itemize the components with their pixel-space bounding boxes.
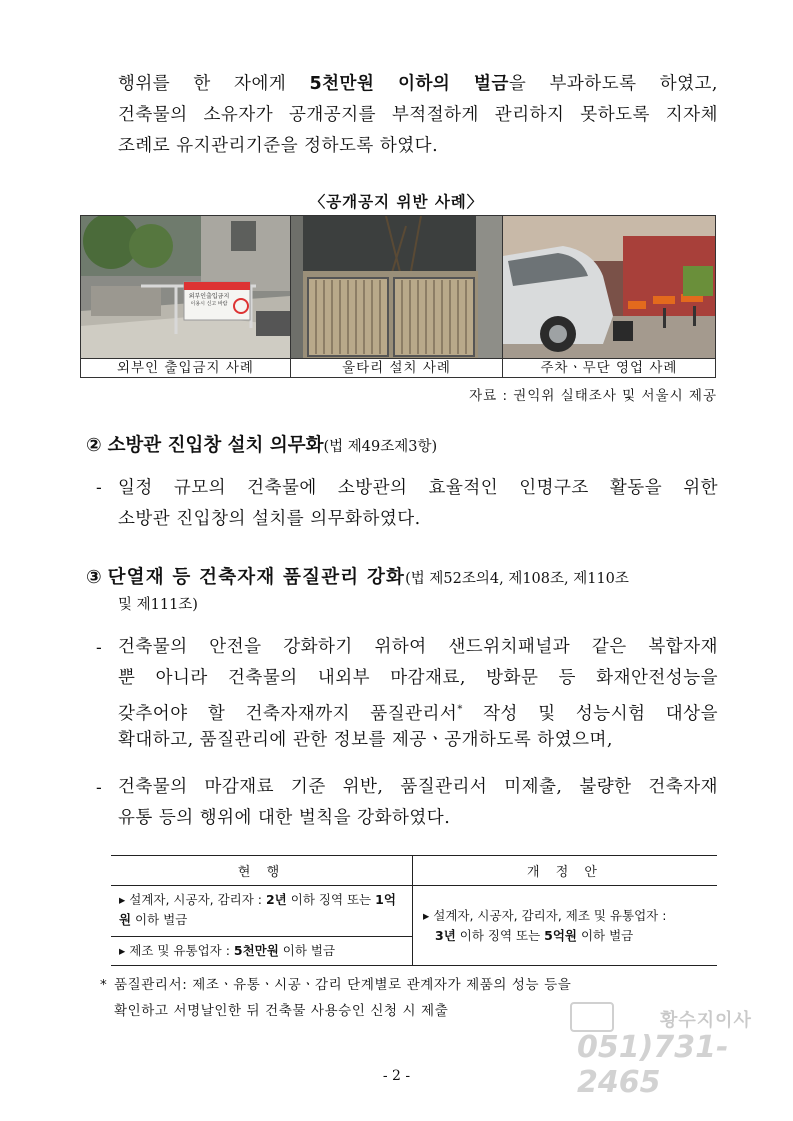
photo-no-entry bbox=[80, 215, 291, 360]
current-row-2: ▸ 제조 및 유통업자 : 5천만원 이하 벌금 bbox=[111, 937, 413, 966]
section3-paragraph-1 bbox=[118, 632, 718, 756]
figure-caption: 〈공개공지 위반 사례〉 bbox=[309, 193, 484, 211]
section3-bullet-2: - bbox=[96, 778, 102, 798]
section2-heading bbox=[86, 431, 437, 457]
photo-parking bbox=[502, 215, 716, 360]
watermark-logo bbox=[570, 1002, 614, 1032]
photo-label-parking: 주차ㆍ무단 영업 사례 bbox=[502, 358, 716, 378]
photo-label-no-entry: 외부인 출입금지 사례 bbox=[80, 358, 291, 378]
section2-title: 소방관 진입창 설치 의무화 bbox=[107, 435, 324, 456]
section3-paragraph-2 bbox=[118, 772, 718, 834]
section3-ref-line2: 및 제111조) bbox=[118, 597, 198, 613]
footnote bbox=[100, 972, 720, 1024]
photo-fence bbox=[290, 215, 503, 360]
section2-line-2: 소방관 진입창의 설치를 의무화하였다. bbox=[118, 509, 421, 529]
header-current: 현 행 bbox=[111, 856, 413, 886]
section3-number: ③ bbox=[86, 567, 102, 588]
section3-p1-line-2: 뿐 아니라 건축물의 내외부 마감재료, 방화문 등 화재안전성능을 bbox=[118, 668, 718, 688]
footnote-line-1: 품질관리서: 제조ㆍ유통ㆍ시공ㆍ감리 단계별로 관계자가 제품의 성능 등을 bbox=[114, 977, 572, 993]
revised-cell: ▸ 설계자, 시공자, 감리자, 제조 및 유통업자 : 3년 이하 징역 또는 5억원 이하 벌금 bbox=[413, 886, 718, 966]
section3-title: 단열재 등 건축자재 품질관리 강화 bbox=[107, 567, 406, 588]
watermark-phone: 051)731-2465 bbox=[577, 1030, 729, 1100]
section3-ref-line1: (법 제52조의4, 제108조, 제110조 bbox=[405, 571, 629, 587]
section2-ref: (법 제49조제3항) bbox=[323, 439, 438, 455]
current-row-1: ▸ 설계자, 시공자, 감리자 : 2년 이하 징역 또는 1억원 이하 벌금 bbox=[111, 886, 413, 937]
section2-number: ② bbox=[86, 435, 102, 456]
section3-p2-line-2: 유통 등의 행위에 대한 벌칙을 강화하였다. bbox=[118, 808, 451, 828]
intro-line-3: 조례로 유지관리기준을 정하도록 하였다. bbox=[118, 136, 439, 156]
photo-fence-image bbox=[291, 216, 502, 359]
photo-no-entry-image bbox=[81, 216, 290, 359]
photo-label-fence: 울타리 설치 사례 bbox=[290, 358, 503, 378]
section3-p2-line-1: 건축물의 마감재료 기준 위반, 품질관리서 미제출, 불량한 건축자재 bbox=[118, 777, 718, 797]
footnote-line-2: 확인하고 서명날인한 뒤 건축물 사용승인 신청 시 제출 bbox=[114, 1003, 449, 1019]
section2-paragraph bbox=[118, 473, 718, 535]
section3-p1-line-3: 갖추어야 할 건축자재까지 품질관리서* 작성 및 성능시험 대상을 bbox=[118, 703, 718, 724]
page-number: - 2 - bbox=[382, 1068, 411, 1084]
intro-line-1: 행위를 한 자에게 5천만원 이하의 벌금을 부과하도록 하였고, bbox=[118, 74, 718, 94]
comparison-table bbox=[111, 855, 717, 966]
figure-source: 자료 : 권익위 실태조사 및 서울시 제공 bbox=[469, 388, 717, 404]
intro-paragraph bbox=[118, 69, 718, 162]
section2-bullet: - bbox=[96, 478, 102, 498]
section3-p1-line-1: 건축물의 안전을 강화하기 위하여 샌드위치패널과 같은 복합자재 bbox=[118, 637, 718, 657]
watermark-name: 황수지이사 bbox=[660, 1010, 752, 1031]
footnote-marker: * bbox=[457, 704, 463, 715]
section3-p1-line-4: 확대하고, 품질관리에 관한 정보를 제공ㆍ공개하도록 하였으며, bbox=[118, 730, 613, 750]
section3-heading bbox=[86, 563, 726, 589]
sign-subtext: 이용시 신고 바람 bbox=[190, 301, 228, 307]
intro-line-2: 건축물의 소유자가 공개공지를 부적절하게 관리하지 못하도록 지자체 bbox=[118, 105, 718, 125]
sign-text: 외부인출입금지 bbox=[188, 293, 230, 300]
section2-line-1: 일정 규모의 건축물에 소방관의 효율적인 인명구조 활동을 위한 bbox=[118, 478, 718, 498]
footnote-mark: * bbox=[100, 977, 108, 993]
header-revised: 개 정 안 bbox=[413, 856, 718, 886]
section3-bullet-1: - bbox=[96, 638, 102, 658]
photo-parking-image bbox=[503, 216, 715, 359]
